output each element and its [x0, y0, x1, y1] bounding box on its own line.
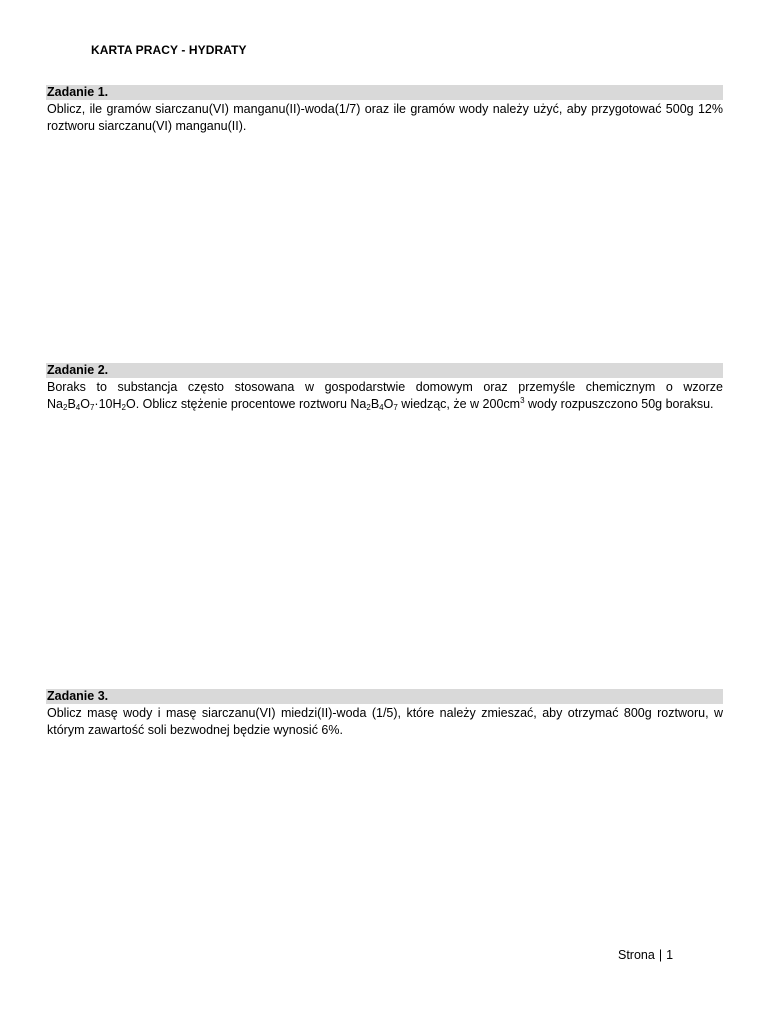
task-2-text-part: O. Oblicz stężenie procentowe roztworu Na [125, 397, 367, 411]
task-2-text-part: wody rozpuszczono 50g boraksu. [524, 397, 714, 411]
subscript: 2 [366, 403, 371, 412]
subscript: 7 [393, 403, 398, 412]
task-2-heading: Zadanie 2. [46, 363, 723, 378]
task-2-text-part: B [67, 397, 76, 411]
subscript: 4 [379, 403, 384, 412]
task-3-heading: Zadanie 3. [46, 689, 723, 704]
task-2-text-part: O [383, 397, 394, 411]
subscript: 4 [75, 403, 81, 412]
task-2-text-part: B [370, 397, 380, 411]
task-2-text-part: Boraks to substancja często stosowana w gospodarstwie domowym oraz przemyśle chemicznym o wzorze Na [47, 380, 723, 411]
footer-label: Strona [618, 948, 655, 962]
task-1 [46, 85, 723, 135]
task-1-text: Oblicz, ile gramów siarczanu(VI) manganu(II)-woda(1/7) oraz ile gramów wody należy użyć, aby przygotować 500g 12% roztworu siarczanu(VI) manganu(II). [47, 102, 723, 133]
subscript: 2 [121, 403, 126, 412]
task-3 [46, 689, 723, 739]
subscript: 2 [62, 403, 68, 412]
subscript: 7 [89, 403, 95, 412]
task-2-text-part: O [80, 397, 90, 411]
task-3-text: Oblicz masę wody i masę siarczanu(VI) miedzi(II)-woda (1/5), które należy zmieszać, aby otrzymać 800g roztworu, w którym zawartość soli bezwodnej będzie wynosić 6%. [47, 706, 723, 737]
footer-separator: | [658, 948, 663, 962]
task-2-text [46, 379, 723, 413]
task-2 [46, 363, 723, 413]
document-title: KARTA PRACY - HYDRATY [91, 43, 247, 57]
page-number: 1 [666, 948, 674, 962]
task-2-text-part: wiedząc, że w 200cm [397, 397, 521, 411]
task-2-text-part: ·10H [94, 397, 122, 411]
page-footer [618, 948, 673, 962]
task-1-heading: Zadanie 1. [46, 85, 723, 100]
superscript: 3 [520, 396, 525, 405]
